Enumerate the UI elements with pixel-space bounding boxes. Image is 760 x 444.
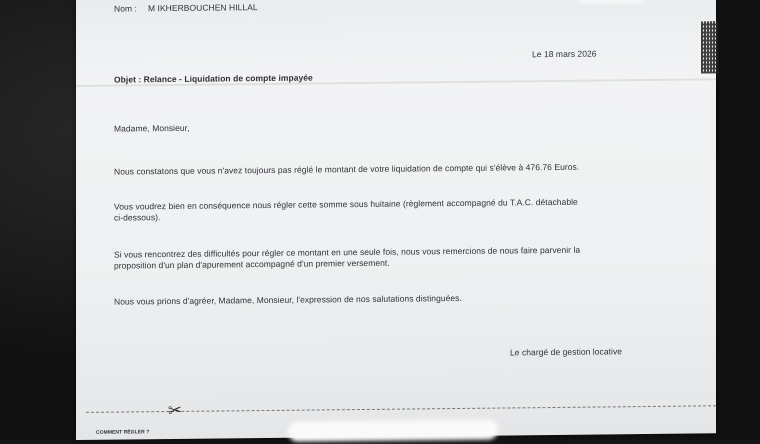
closing-formula: Nous vous prions d'agréer, Madame, Monsieur, l'expression de nos salutations distinguées. [114,292,462,307]
how-to-pay-label: COMMENT RÉGLER ? [96,429,150,436]
redaction-top [576,0,646,3]
paragraph-payment-line2: ci-dessous). [114,212,161,223]
paragraph-difficulties-line2: proposition d'un plan d'apurement accompagné d'un premier versement. [114,257,390,271]
nom-label: Nom : [114,3,137,14]
nom-value: M IKHERBOUCHEN HILLAL [148,2,258,14]
barcode-datamatrix [701,21,719,73]
letter-subject: Objet : Relance - Liquidation de compte impayée [114,72,313,85]
signature: Le chargé de gestion locative [510,346,623,358]
letter-page [76,0,716,440]
paragraph-payment-line1: Vous voudrez bien en conséquence nous régler cette somme sous huitaine (règlement accompagné du T.A.C. détachable [114,196,578,212]
scissors-icon: ✂ [167,400,183,421]
paragraph-amount: Nous constatons que vous n'avez toujours pas réglé le montant de votre liquidation de compte qui s'élève à 476.76 Euros. [114,161,580,177]
salutation: Madame, Monsieur, [114,122,190,134]
letter-date: Le 18 mars 2026 [532,48,597,60]
paragraph-difficulties-line1: Si vous rencontrez des difficultés pour régler ce montant en une seule fois, nous vous remercions de nous faire parvenir la [114,244,581,260]
redaction-bottom [288,420,498,442]
